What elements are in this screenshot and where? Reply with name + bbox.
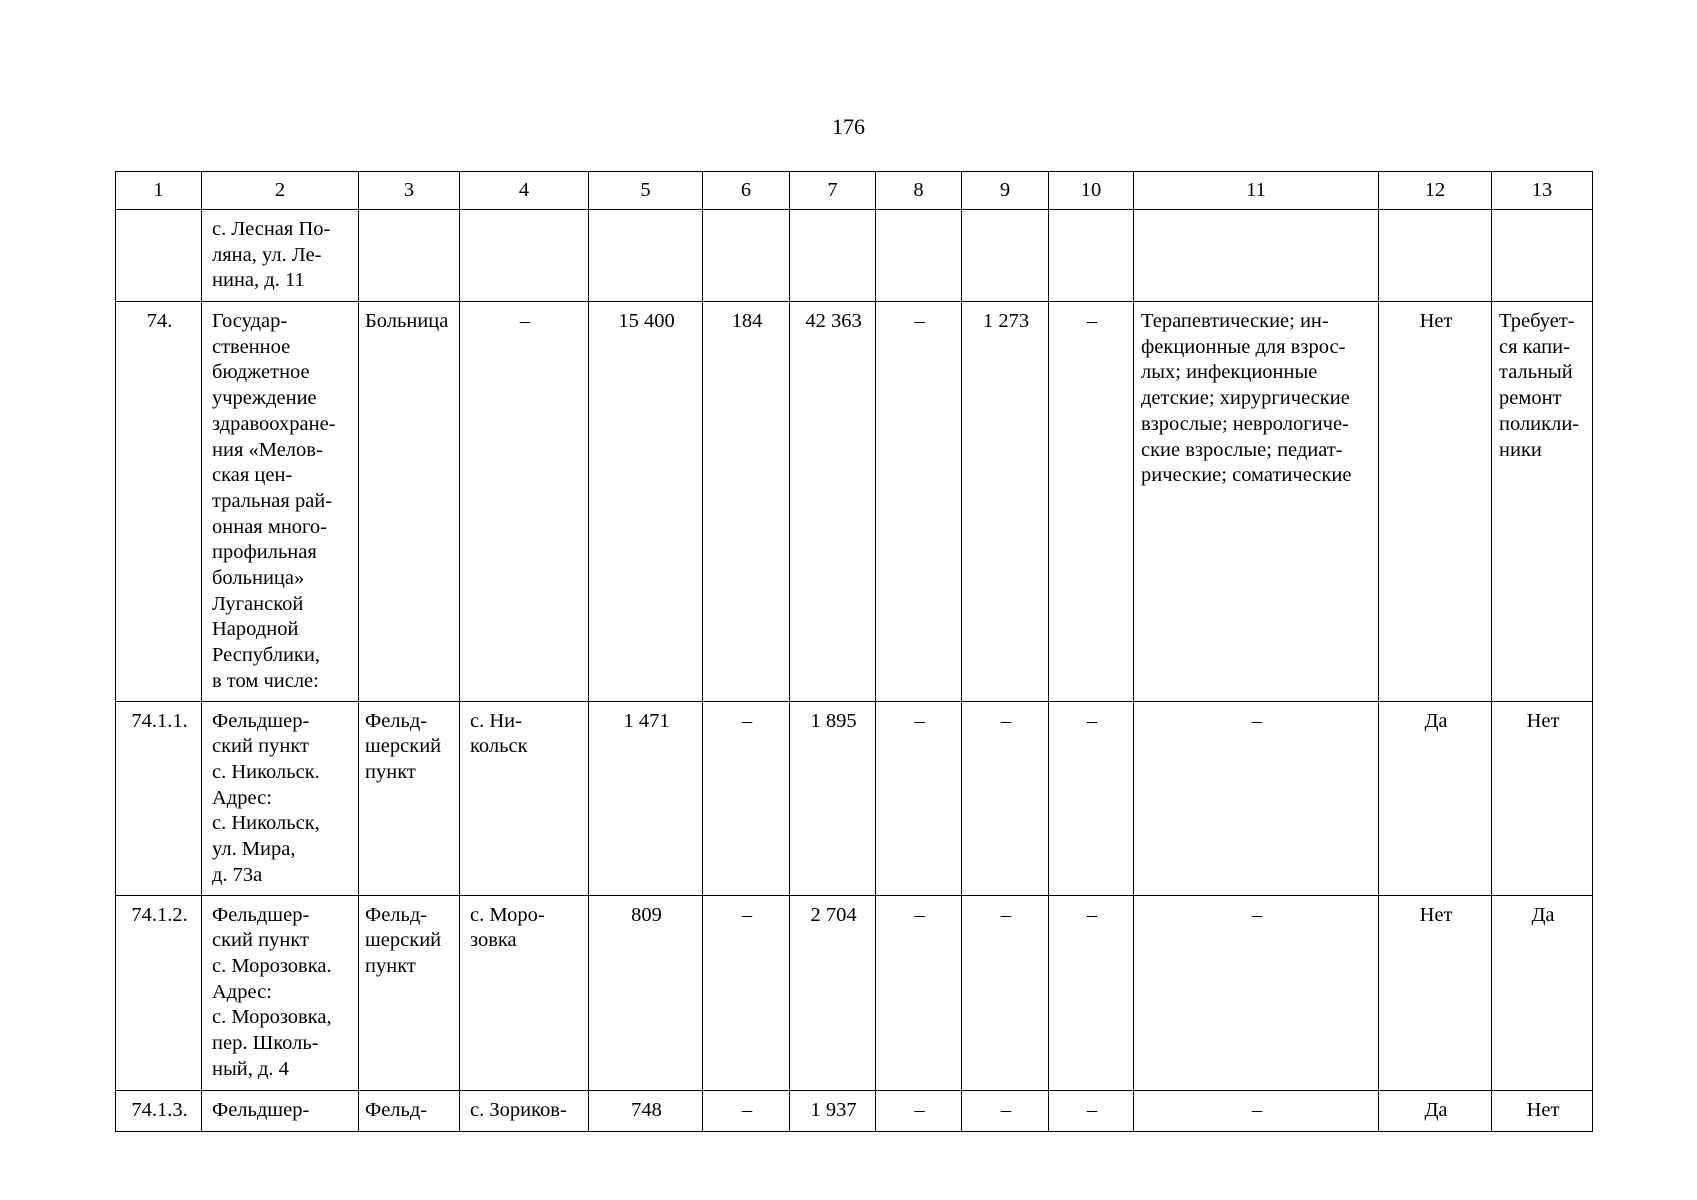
cell-notes: Да bbox=[1492, 895, 1593, 1090]
cell-name: Фельдшер- bbox=[202, 1090, 359, 1131]
cell-value: 1 471 bbox=[589, 701, 703, 895]
cell-value: 1 273 bbox=[962, 302, 1049, 702]
cell-value: Нет bbox=[1379, 302, 1492, 702]
cell-value: – bbox=[962, 895, 1049, 1090]
cell-value: Да bbox=[1379, 1090, 1492, 1131]
cell-value: Нет bbox=[1379, 895, 1492, 1090]
cell-value: 42 363 bbox=[790, 302, 876, 702]
header-cell: 5 bbox=[589, 172, 703, 210]
cell-name: с. Лесная По- ляна, ул. Ле- нина, д. 11 bbox=[202, 210, 359, 302]
cell-locality: – bbox=[460, 302, 589, 702]
cell-value: – bbox=[962, 1090, 1049, 1131]
cell-type: Больница bbox=[359, 302, 460, 702]
cell-value: 1 937 bbox=[790, 1090, 876, 1131]
header-row bbox=[116, 172, 1593, 210]
cell-value bbox=[703, 210, 790, 302]
cell-value: – bbox=[703, 1090, 790, 1131]
header-cell: 7 bbox=[790, 172, 876, 210]
cell-value: 184 bbox=[703, 302, 790, 702]
cell-value: – bbox=[703, 701, 790, 895]
cell-notes: Нет bbox=[1492, 1090, 1593, 1131]
cell-value: 15 400 bbox=[589, 302, 703, 702]
header-cell: 1 bbox=[116, 172, 202, 210]
page-number: 176 bbox=[832, 114, 865, 139]
cell-type bbox=[359, 210, 460, 302]
cell-number bbox=[116, 210, 202, 302]
cell-value bbox=[589, 210, 703, 302]
table-row bbox=[116, 1090, 1593, 1131]
cell-name: Фельдшер- ский пункт с. Морозовка. Адрес: с. Морозовка, пер. Школь- ный, д. 4 bbox=[202, 895, 359, 1090]
table-row bbox=[116, 302, 1593, 702]
table-row bbox=[116, 210, 1593, 302]
cell-value: 2 704 bbox=[790, 895, 876, 1090]
cell-profiles: – bbox=[1134, 701, 1379, 895]
cell-value: 809 bbox=[589, 895, 703, 1090]
cell-number: 74. bbox=[116, 302, 202, 702]
header-cell: 2 bbox=[202, 172, 359, 210]
cell-value: – bbox=[962, 701, 1049, 895]
cell-value: – bbox=[876, 701, 962, 895]
cell-notes bbox=[1492, 210, 1593, 302]
cell-name: Фельдшер- ский пункт с. Никольск. Адрес: с. Никольск, ул. Мира, д. 73а bbox=[202, 701, 359, 895]
table-row bbox=[116, 895, 1593, 1090]
cell-profiles: – bbox=[1134, 895, 1379, 1090]
cell-locality: с. Моро- зовка bbox=[460, 895, 589, 1090]
cell-value: – bbox=[1049, 701, 1134, 895]
cell-value: – bbox=[703, 895, 790, 1090]
cell-value: – bbox=[876, 895, 962, 1090]
cell-value bbox=[962, 210, 1049, 302]
header-cell: 4 bbox=[460, 172, 589, 210]
cell-value bbox=[790, 210, 876, 302]
cell-value bbox=[876, 210, 962, 302]
cell-type: Фельд- шерский пункт bbox=[359, 701, 460, 895]
cell-value: – bbox=[876, 1090, 962, 1131]
header-cell: 13 bbox=[1492, 172, 1593, 210]
cell-type: Фельд- bbox=[359, 1090, 460, 1131]
cell-value: Да bbox=[1379, 701, 1492, 895]
header-cell: 12 bbox=[1379, 172, 1492, 210]
cell-locality: с. Ни- кольск bbox=[460, 701, 589, 895]
cell-name: Государ- ственное бюджетное учреждение здравоохране- ния «Мелов- ская цен- тральная рай- онная много- профильная больница» Луганской Народной Республики, в том числе: bbox=[202, 302, 359, 702]
cell-locality: с. Зориков- bbox=[460, 1090, 589, 1131]
header-cell: 9 bbox=[962, 172, 1049, 210]
cell-notes: Требует- ся капи- тальный ремонт поликли- ники bbox=[1492, 302, 1593, 702]
cell-value: 1 895 bbox=[790, 701, 876, 895]
cell-value: – bbox=[876, 302, 962, 702]
cell-value: 748 bbox=[589, 1090, 703, 1131]
cell-number: 74.1.2. bbox=[116, 895, 202, 1090]
header-cell: 10 bbox=[1049, 172, 1134, 210]
cell-profiles bbox=[1134, 210, 1379, 302]
header-cell: 11 bbox=[1134, 172, 1379, 210]
cell-profiles: Терапевтические; ин- фекционные для взрос- лых; инфекционные детские; хирургические взрослые; неврологиче- ские взрослые; педиат- рические; соматические bbox=[1134, 302, 1379, 702]
cell-number: 74.1.1. bbox=[116, 701, 202, 895]
cell-value: – bbox=[1049, 1090, 1134, 1131]
cell-number: 74.1.3. bbox=[116, 1090, 202, 1131]
header-cell: 8 bbox=[876, 172, 962, 210]
cell-notes: Нет bbox=[1492, 701, 1593, 895]
header-cell: 6 bbox=[703, 172, 790, 210]
cell-value: – bbox=[1049, 895, 1134, 1090]
cell-locality bbox=[460, 210, 589, 302]
cell-type: Фельд- шерский пункт bbox=[359, 895, 460, 1090]
cell-value bbox=[1049, 210, 1134, 302]
table-row bbox=[116, 701, 1593, 895]
cell-profiles: – bbox=[1134, 1090, 1379, 1131]
cell-value: – bbox=[1049, 302, 1134, 702]
cell-value bbox=[1379, 210, 1492, 302]
facilities-table bbox=[115, 171, 1593, 1132]
header-cell: 3 bbox=[359, 172, 460, 210]
